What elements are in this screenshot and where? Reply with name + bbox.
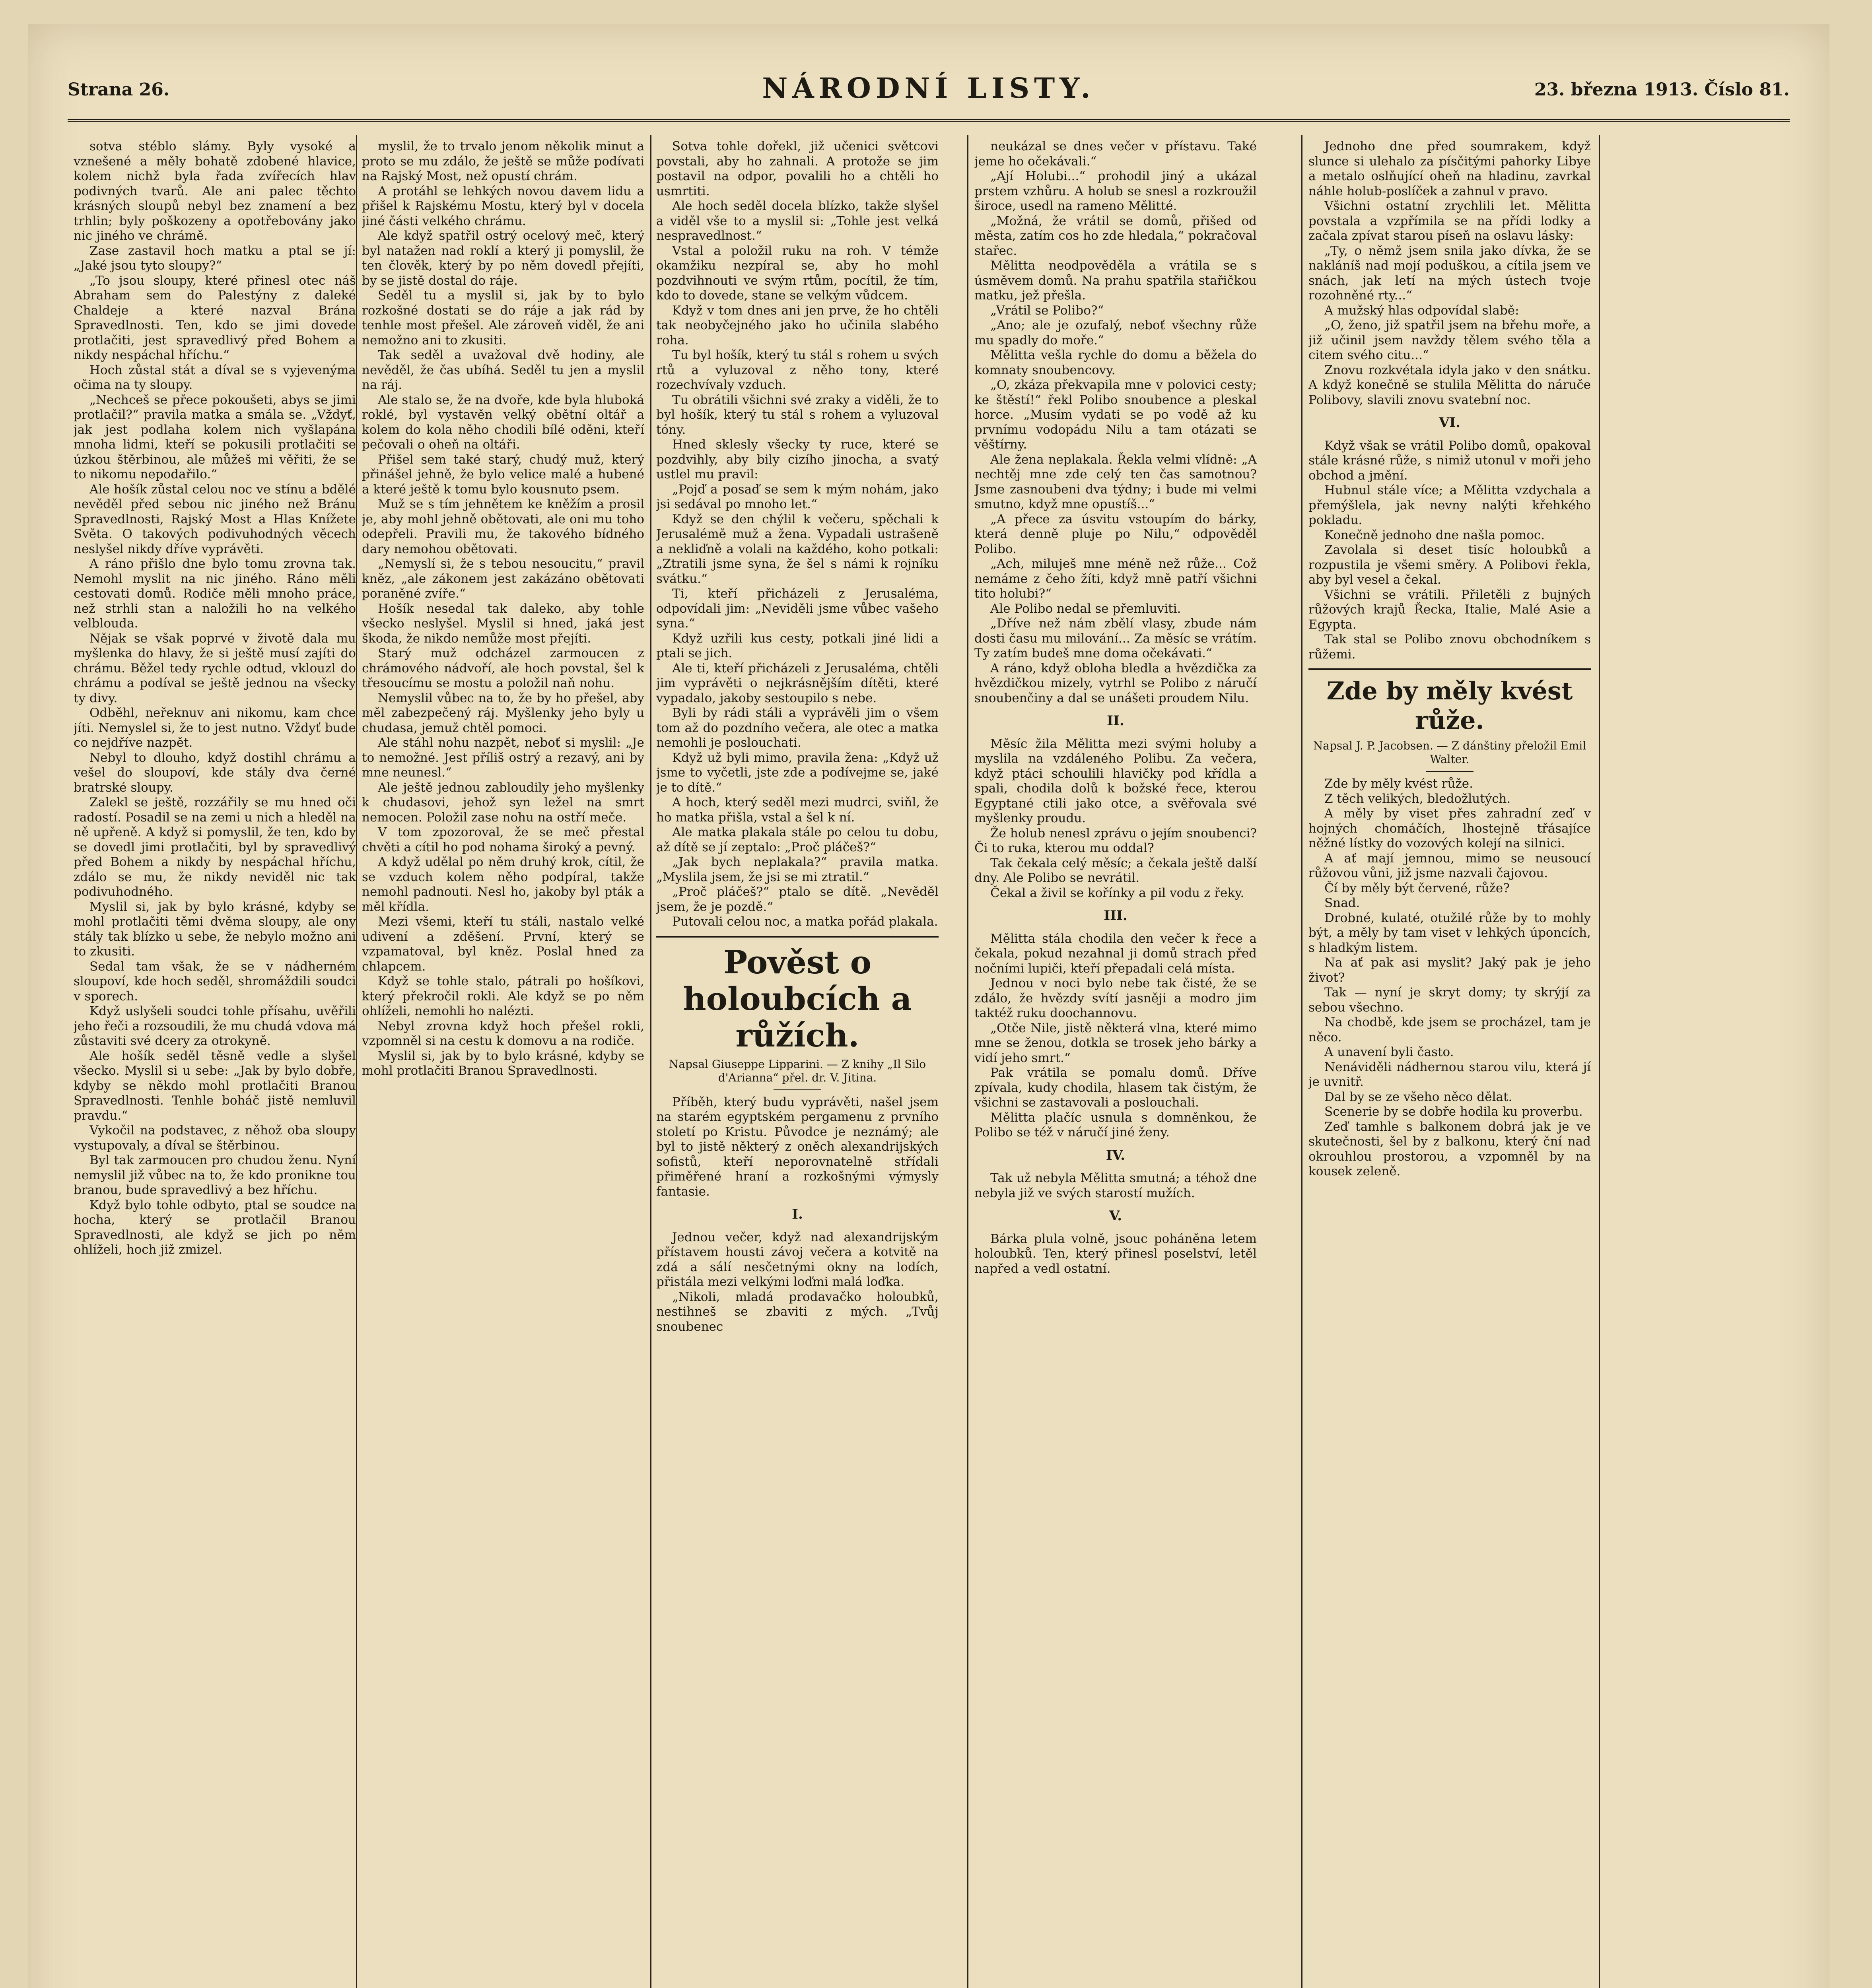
story-paragraph: „Nikoli, mladá prodavačko holoubků, nestihneš se zbaviti z mých. „Tvůj snoubenec	[656, 1289, 939, 1334]
paragraph: Ale hošík seděl těsně vedle a slyšel všecko. Myslil si u sebe: „Jak by bylo dobře, kdyby se někdo mohl protlačiti Branou Spravedlnosti. Tenhle boháč jistě nemluvil pravdu.“	[74, 1048, 356, 1123]
column-divider	[356, 135, 357, 1988]
paragraph: „Pojď a posaď se sem k mým nohám, jako jsi sedával po mnoho let.“	[656, 482, 939, 511]
byline-rule	[1426, 771, 1473, 772]
paragraph: Ale stalo se, že na dvoře, kde byla hluboká roklé, byl vystavěn velký obětní oltář a kolem do kola něho chodili bílé oděni, kteří pečovali o oheň na oltáři.	[362, 392, 644, 452]
column-divider	[1301, 135, 1302, 1988]
paragraph: Myslil si, jak by bylo krásné, kdyby se mohl protlačiti těmi dvěma sloupy, ale ony stály tak blízko u sebe, že nebylo možno ani to zkusiti.	[74, 899, 356, 959]
section-number: IV.	[1106, 1147, 1126, 1163]
paragraph: Vstal a položil ruku na roh. V témže okamžiku nezpíral se, aby ho mohl pozdvihnouti ve svým rtům, pocítil, že tím, kdo to dovede, stane se velkým vůdcem.	[656, 243, 939, 303]
paragraph: Byl tak zarmoucen pro chudou ženu. Nyní nemyslil již vůbec na to, že kdo pronikne tou branou, bude spravedlivý a bez hříchu.	[74, 1153, 356, 1197]
paragraph: Hned sklesly všecky ty ruce, které se pozdvihly, aby bily cizího jinocha, a svatý ustlel mu pravil:	[656, 437, 939, 481]
paragraph: A když udělal po něm druhý krok, cítil, že se vzduch kolem něho podpíral, takže nemohl padnouti. Nesl ho, jakoby byl pták a měl křídla.	[362, 855, 644, 914]
paragraph: „A přece za úsvitu vstoupím do bárky, která denně pluje po Nilu,“ odpověděl Polibo.	[974, 512, 1257, 556]
paragraph: Byli by rádi stáli a vyprávěli jim o všem tom až do pozdního večera, ale otec a matka nemohli je poslouchati.	[656, 706, 939, 750]
paragraph: Když však se vrátil Polibo domů, opakoval stále krásné růže, s nimiž utonul v moři jeho obchod a jmění.	[1308, 438, 1591, 483]
paragraph: Tak seděl a uvažoval dvě hodiny, ale nevěděl, že čas ubíhá. Seděl tu jen a myslil na ráj.	[362, 348, 644, 392]
paragraph: sotva stéblo slámy. Byly vysoké a vznešené a měly bohatě zdobené hlavice, kolem nichž byla řada zvířecích hlav podivných tvarů. Ale ani palec těchto krásných sloupů nebyl bez znamení a bez trhlin; byly poškozeny a opotřebovány jako nic jiného ve chrámě.	[74, 139, 356, 243]
paragraph: Když uslyšeli soudci tohle přísahu, uvěřili jeho řeči a rozsoudili, že mu chudá vdova má zůstaviti své dcery za otrokyně.	[74, 1004, 356, 1048]
paragraph: Pak vrátila se pomalu domů. Dříve zpívala, kudy chodila, hlasem tak čistým, že všichni se zastavovali a poslouchali.	[974, 1066, 1257, 1110]
paragraph: „Otče Nile, jistě některá vlna, které mimo mne se ženou, dotkla se trosek jeho bárky a vidí jeho smrt.“	[974, 1021, 1257, 1065]
paragraph: Ale Polibo nedal se přemluviti.	[990, 601, 1181, 616]
paragraph: Zde by měly kvést růže.	[1324, 777, 1473, 791]
paragraph: Tu byl hošík, který tu stál s rohem u svých rtů a vyluzoval z něho tony, které rozechvívaly vzduch.	[656, 348, 939, 392]
story2-title: Zde by měly kvést růže.	[1326, 676, 1573, 735]
paragraph: Nebyl to dlouho, když dostihl chrámu a vešel do sloupoví, kde stály dva černé bratrské sloupy.	[74, 750, 356, 795]
paragraph: „Proč pláčeš?“ ptalo se dítě. „Nevěděl jsem, že je pozdě.“	[656, 885, 939, 914]
paragraph: Ale hošík zůstal celou noc ve stínu a bdělé nevěděl před sebou nic jiného než Bránu Spravedlnosti, Rajský Most a Hlas Knížete Světa. O takových podivuhodných věcech neslyšel nikdy dříve vyprávěti.	[74, 482, 356, 556]
paragraph: Zase zastavil hoch matku a ptal se jí: „Jaké jsou tyto sloupy?“	[74, 243, 356, 273]
paragraph: Ale matka plakala stále po celou tu dobu, až dítě se jí zeptalo: „Proč pláčeš?“	[656, 825, 939, 854]
section-rule	[1308, 668, 1591, 670]
paragraph: Seděl tu a myslil si, jak by to bylo rozkošné dostati se do ráje a jak rád by tenhle most přešel. Ale zároveň viděl, že ani nemožno ani to zkusiti.	[362, 288, 644, 348]
paragraph: Konečně jednoho dne našla pomoc.	[1324, 528, 1545, 542]
paragraph: Nenáviděli nádhernou starou vilu, která jí je uvnitř.	[1308, 1060, 1591, 1089]
issue-date: 23. března 1913. Číslo 81.	[1534, 80, 1790, 100]
paragraph: Mezi všemi, kteří tu stáli, nastalo velké udivení a zděšení. První, který se vzpamatoval, byl kněz. Poslal hned za chlapcem.	[362, 914, 644, 974]
paragraph: Nemyslil vůbec na to, že by ho přešel, aby měl zabezpečený ráj. Myšlenky jeho byly u chudasa, jemuž chtěl pomoci.	[362, 691, 644, 735]
paragraph: Ale hoch seděl docela blízko, takže slyšel a viděl vše to a myslil si: „Tohle jest velká nespravedlnost.“	[656, 199, 939, 243]
paragraph: „Nechceš se přece pokoušeti, abys se jimi protlačil?“ pravila matka a smála se. „Vždyť, jak jest podlaha kolem nich vyšlapána mnoha lidmi, kteří se pokusili protlačiti se úzkou štěrbinou, ale můžeš mi věřiti, že se to nikomu nepodařilo.“	[74, 392, 356, 481]
section-number: VI.	[1439, 415, 1461, 431]
paragraph: Tak stal se Polibo znovu obchodníkem s růžemi.	[1308, 632, 1591, 662]
paragraph: Jednoho dne před soumrakem, když slunce si ulehalo za písčitými pahorky Libye a metalo oslňující oheň na hladinu, zavrkal náhle holub-poslíček a zahnul v pravo.	[1308, 139, 1591, 198]
paragraph: Tak — nyní je skryt domy; ty skrýjí za sebou všechno.	[1308, 985, 1591, 1015]
paragraph: „O, ženo, již spatřil jsem na břehu moře, a již učinil jsem navždy tělem svého těla a citem svého citu...“	[1308, 318, 1591, 362]
paragraph: Ale žena neplakala. Řekla velmi vlídně: „A nechtěj mne zde celý ten čas samotnou? Jsme zasnoubeni dva týdny; i bude mi velmi smutno, když mne opustíš...“	[974, 452, 1257, 511]
paragraph: „Ty, o němž jsem snila jako dívka, že se nakláníš nad mojí poduškou, a cítila jsem ve snách, jak letí na mých ústech tvoje rozohněné rty...“	[1308, 243, 1591, 303]
paragraph: A unavení byli často.	[1324, 1045, 1454, 1059]
paragraph: Čekal a živil se kořínky a pil vodu z řeky.	[990, 885, 1244, 900]
paragraph: Putovali celou noc, a matka pořád plakala.	[672, 914, 938, 929]
byline-rule	[774, 1089, 821, 1090]
paragraph: Když bylo tohle odbyto, ptal se soudce na hocha, který se protlačil Branou Spravedlnosti, ale když se jich po něm ohlíželi, hoch již zmizel.	[74, 1198, 356, 1257]
paragraph: Když už byli mimo, pravila žena: „Když už jsme to vyčetli, jste zde a podívejme se, jaké je to dítě.“	[656, 750, 939, 795]
paragraph: Znovu rozkvétala idyla jako v den snátku. A když konečně se stulila Mělitta do náruče Polibovy, slavili znovu svatební noc.	[1308, 363, 1591, 407]
paragraph: Odběhl, neřeknuv ani nikomu, kam chce jíti. Nemyslel si, že to jest nutno. Vždyť bude co nejdříve nazpět.	[74, 706, 356, 750]
paragraph: „Vrátil se Polibo?“	[990, 303, 1104, 318]
paragraph: A hoch, který seděl mezi mudrci, sviňl, že ho matka přišla, vstal a šel k ní.	[656, 795, 939, 825]
story-intro: Příběh, který budu vyprávěti, našel jsem na starém egyptském pergamenu z prvního století po Kristu. Původce je neznámý; ale byl to jistě některý z oněch alexandrijských sofistů, kteří neporovnatelně střídali přiměřené hraní a rozkošnými výmysly fantasie.	[656, 1095, 939, 1199]
paragraph: Zavolala si deset tisíc holoubků a rozpustila je všemi směry. A Polibovi řekla, aby byl vesel a čekal.	[1308, 543, 1591, 587]
paragraph: Ale ti, kteří přicházeli z Jerusaléma, chtěli jim vyprávěti o nejkrásnějším dítěti, které vypadalo, jakoby sestoupilo s nebe.	[656, 661, 939, 705]
story-paragraph: Jednou večer, když nad alexandrijským přístavem housti závoj večera a kotvitě na zdá a sálí nesčetnými okny na lodích, přistála mezi velkými loďmi malá loďka.	[656, 1230, 939, 1289]
paragraph: Na ať pak asi myslit? Jaký pak je jeho život?	[1308, 955, 1591, 985]
column-1	[74, 139, 356, 1988]
paragraph: Ale když spatřil ostrý ocelový meč, který byl natažen nad roklí a který ji pomyslil, že ten člověk, který by po něm dovedl přejíti, by se jistě dostal do ráje.	[362, 229, 644, 288]
section-number: III.	[1104, 908, 1127, 924]
paragraph: Nebyl zrovna když hoch přešel rokli, vzpomněl si na cestu k domovu a na rodiče.	[362, 1019, 644, 1048]
paragraph: Vykočil na podstavec, z něhož oba sloupy vystupovaly, a díval se štěrbinou.	[74, 1123, 356, 1153]
paragraph: Drobné, kulaté, otužilé růže by to mohly být, a měly by tam viset v lehkých úponcích, s hladkým listem.	[1308, 911, 1591, 955]
story2-byline: Napsal J. P. Jacobsen. — Z dánštiny přeložil Emil Walter.	[1313, 739, 1586, 766]
paragraph: Sedal tam však, že se v nádherném sloupoví, kde hoch seděl, shromáždili soudci v sporech.	[74, 959, 356, 1004]
masthead	[68, 60, 1790, 123]
paragraph: Ti, kteří přicházeli z Jerusaléma, odpovídali jim: „Neviděli jsme vůbec vašeho syna.“	[656, 586, 939, 631]
paragraph: Myslil si, jak by to bylo krásné, kdyby se mohl protlačiti Branou Spravedlnosti.	[362, 1048, 644, 1078]
page-number: Strana 26.	[68, 80, 170, 100]
column-divider	[1599, 135, 1600, 1988]
section-number: I.	[792, 1206, 803, 1222]
section-rule	[656, 936, 939, 938]
column-2	[362, 139, 644, 1988]
paragraph: „Možná, že vrátil se domů, přišed od města, zatím cos ho zde hledala,“ pokračoval stařec.	[974, 214, 1257, 258]
paragraph: Čí by měly být červené, růže?	[1324, 881, 1510, 895]
paragraph: A ráno, když obloha bledla a hvězdička za hvězdičkou mizely, vytrhl se Polibo z náručí snoubenčiny a dal se unášeti proudem Nilu.	[974, 661, 1257, 705]
paragraph: Mělitta vešla rychle do domu a běžela do komnaty snoubencovy.	[974, 348, 1257, 377]
paragraph: A ráno přišlo dne bylo tomu zrovna tak. Nemohl myslit na nic jiného. Ráno měli cestovati domů. Rodiče měli mnoho práce, než strhli stan a naložili ho na velkého velblouda.	[74, 557, 356, 631]
paragraph: A ať mají jemnou, mimo se neusoucí růžovou vůni, již jsme nazvali čajovou.	[1308, 851, 1591, 880]
paragraph: Když uzřili kus cesty, potkali jiné lidi a ptali se jich.	[656, 631, 939, 660]
paragraph: Všichni ostatní zrychlili let. Mělitta povstala a vzpřímila se na přídi lodky a začala zpívat starou píseň na oslavu lásky:	[1308, 199, 1591, 243]
paragraph: myslil, že to trvalo jenom několik minut a proto se mu zdálo, že ještě se může podívati na Rajský Most, než opustí chrám.	[362, 139, 644, 183]
paragraph: Mělitta plačíc usnula s domněnkou, že Polibo se též v náručí jiné ženy.	[974, 1110, 1257, 1140]
paragraph: Všichni se vrátili. Přiletěli z bujných růžových krajů Řecka, Italie, Malé Asie a Egypta.	[1308, 587, 1591, 632]
paragraph: Když v tom dnes ani jen prve, že ho chtěli tak neobyčejného jako ho učinila slabého roha.	[656, 303, 939, 348]
paragraph: Zeď tamhle s balkonem dobrá jak je ve skutečnosti, šel by z balkonu, který ční nad okrouhlou prostorou, a vzpomněl by na kousek zeleně.	[1308, 1119, 1591, 1178]
story-title: Pověst o holoubcích a růžích.	[683, 943, 912, 1054]
paragraph: „O, zkáza překvapila mne v polovici cesty; ke štěstí!“ řekl Polibo snoubence a pleskal horce. „Musím vydati se po vodě až ku prvnímu vodopádu Nilu a tam otázati se věštírny.	[974, 378, 1257, 452]
paragraph: Starý muž odcházel zarmoucen z chrámového nádvoří, ale hoch povstal, šel k třesoucímu se mostu a položil naň nohu.	[362, 646, 644, 690]
section-number: V.	[1109, 1208, 1122, 1224]
paragraph: „Ano; ale je ozufalý, neboť všechny růže mu spadly do moře.“	[974, 318, 1257, 348]
paragraph: „To jsou sloupy, které přinesl otec náš Abraham sem do Palestýny z daleké Chaldeje a které nazval Brána Spravedlnosti. Ten, kdo se jimi dovede protlačiti, jest spravedlivý před Bohem a nikdy nespáchal hříchu.“	[74, 273, 356, 362]
paragraph: Měsíc žila Mělitta mezi svými holuby a myslila na vzdáleného Polibu. Za večera, když ptáci schoulili hlavičky pod křídla a spali, chodila dolů k božské řece, kterou Egyptané ctili jako otce, a svěřovala své myšlenky proudu.	[974, 736, 1257, 825]
paragraph: V tom zpozoroval, že se meč přestal chvěti a cítil ho pod nohama široký a pevný.	[362, 825, 644, 854]
paragraph: A mužský hlas odpovídal slabě:	[1324, 303, 1519, 318]
paragraph: Když se tohle stalo, pátrali po hošíkovi, který překročil rokli. Ale když se po něm ohlíželi, nemohli ho nalézti.	[362, 974, 644, 1018]
newspaper-title: NÁRODNÍ LISTY.	[762, 72, 1095, 105]
paragraph: Jednou v noci bylo nebe tak čisté, že se zdálo, že hvězdy svítí jasněji a modro jim taktéž ruku doochannovu.	[974, 976, 1257, 1020]
paragraph: Mělitta stála chodila den večer k řece a čekala, pokud nezahnal ji domů strach před nočními lupiči, kteří přepadali celá místa.	[974, 931, 1257, 976]
paragraph: „Jak bych neplakala?“ pravila matka. „Myslila jsem, že jsi se mi ztratil.“	[656, 855, 939, 884]
header-rule	[68, 119, 1790, 122]
paragraph: Hubnul stále více; a Mělitta vzdychala a přemýšlela, jak nevny nalýti křehkého pokladu.	[1308, 483, 1591, 527]
paragraph: Když se den chýlil k večeru, spěchali k Jerusalémě muž a žena. Vypadali ustrašeně a nekliďně a volali na každého, koho potkali: „Ztratili jsme syna, že šel s námi k rojníku svátku.“	[656, 512, 939, 586]
paragraph: Hošík nesedal tak daleko, aby tohle všecko neslyšel. Myslil si hned, jaká jest škoda, že nikdo nemůže most přejíti.	[362, 601, 644, 646]
paragraph: Scenerie by se dobře hodila ku proverbu.	[1324, 1105, 1583, 1119]
column-4	[974, 139, 1257, 1988]
paragraph: Nějak se však poprvé v životě dala mu myšlenka do hlavy, že si ještě musí zajíti do chrámu. Běžel tedy rychle odtud, vklouzl do chrámu a podíval se ještě jednou na všecky ty divy.	[74, 631, 356, 705]
paragraph: „Ach, miluješ mne méně než růže... Což nemáme z čeho žíti, když mně patří všichni tito holubi?“	[974, 557, 1257, 601]
paragraph: Tak čekala celý měsíc; a čekala ještě další dny. Ale Polibo se nevrátil.	[974, 856, 1257, 885]
paragraph: Bárka plula volně, jsouc poháněna letem holoubků. Ten, který přinesl poselství, letěl napřed a vedl ostatní.	[974, 1231, 1257, 1276]
paragraph: Ale ještě jednou zabloudily jeho myšlenky k chudasovi, jehož syn ležel na smrt nemocen. Položil zase nohu na ostří meče.	[362, 780, 644, 825]
column-divider	[650, 135, 651, 1988]
column-5	[1308, 139, 1591, 1988]
paragraph: Dal by se ze všeho něco dělat.	[1324, 1089, 1512, 1104]
paragraph: Že holub nenesl zprávu o jejím snoubenci? Či to ruka, kterou mu oddal?	[974, 826, 1257, 855]
paragraph: Na chodbě, kde jsem se procházel, tam je něco.	[1308, 1015, 1591, 1044]
paragraph: Tak už nebyla Mělitta smutná; a téhož dne nebyla již ve svých starostí mužích.	[974, 1171, 1257, 1200]
column-divider	[967, 135, 968, 1988]
paragraph: Přišel sem také starý, chudý muž, který přinášel jehně, že bylo velice malé a hubené a které ještě k tomu bylo kousnuto psem.	[362, 452, 644, 497]
paragraph: „Ají Holubi...“ prohodil jiný a ukázal prstem vzhůru. A holub se snesl a rozkroužil široce, usedl na rameno Mělitté.	[974, 169, 1257, 213]
section-number: II.	[1107, 713, 1124, 729]
paragraph: Hoch zůstal stát a díval se s vyjevenýma očima na ty sloupy.	[74, 363, 356, 392]
column-3	[656, 139, 939, 1988]
paragraph: Snad.	[1324, 896, 1360, 910]
paragraph: Sotva tohle dořekl, již učenici světcovi povstali, aby ho zahnali. A protože se jim postavil na odpor, povalili ho a chtěli ho usmrtiti.	[656, 139, 939, 198]
paragraph: „Nemyslí si, že s tebou nesoucitu,“ pravil kněz, „ale zákonem jest zakázáno obětovati poraněné zvíře.“	[362, 557, 644, 601]
story-byline: Napsal Giuseppe Lipparini. — Z knihy „Il Silo d'Arianna“ přel. dr. V. Jitina.	[669, 1057, 926, 1084]
paragraph: Tu obrátili všichni své zraky a viděli, že to byl hošík, který tu stál s rohem a vyluzoval tóny.	[656, 392, 939, 437]
paragraph: „Dříve než nám zbělí vlasy, zbude nám dosti času mu milování... Za měsíc se vrátím. Ty zatím budeš mne doma očekávati.“	[974, 616, 1257, 660]
paragraph: Zalekl se ještě, rozzářily se mu hned oči radostí. Posadil se na zemi u nich a hleděl na ně upřeně. A když si pomyslil, že ten, kdo by se dovedl jimi protlačiti, byl by spravedlivý před Bohem a nikdy by nespáchal hříchu, zdálo se mu, že nikdy neviděl nic tak podivuhodného.	[74, 795, 356, 899]
paragraph: neukázal se dnes večer v přístavu. Také jeme ho očekávali.“	[974, 139, 1257, 169]
paragraph: Muž se s tím jehnětem ke kněžím a prosil je, aby mohl jehně obětovati, ale oni mu toho odepřeli. Pravili mu, že takového bídného dary nemohou obětovati.	[362, 497, 644, 556]
paragraph: A protáhl se lehkých novou davem lidu a přišel k Rajskému Mostu, který byl v docela jiné části velkého chrámu.	[362, 184, 644, 228]
paragraph: Mělitta neodpověděla a vrátila se s úsměvem domů. Na prahu spatřila stařičkou matku, jež přešla.	[974, 258, 1257, 303]
paragraph: A měly by viset přes zahradní zeď v hojných chomáčích, lhostejně třásajíce něžné lístky do vozových kolejí na silnici.	[1308, 806, 1591, 850]
column-3-top	[656, 139, 939, 930]
paragraph: Ale stáhl nohu nazpět, neboť si myslil: „Je to nemožné. Jest příliš ostrý a rezavý, ani by mne neunesl.“	[362, 736, 644, 780]
paragraph: Z těch velikých, bledožlutých.	[1324, 791, 1511, 806]
